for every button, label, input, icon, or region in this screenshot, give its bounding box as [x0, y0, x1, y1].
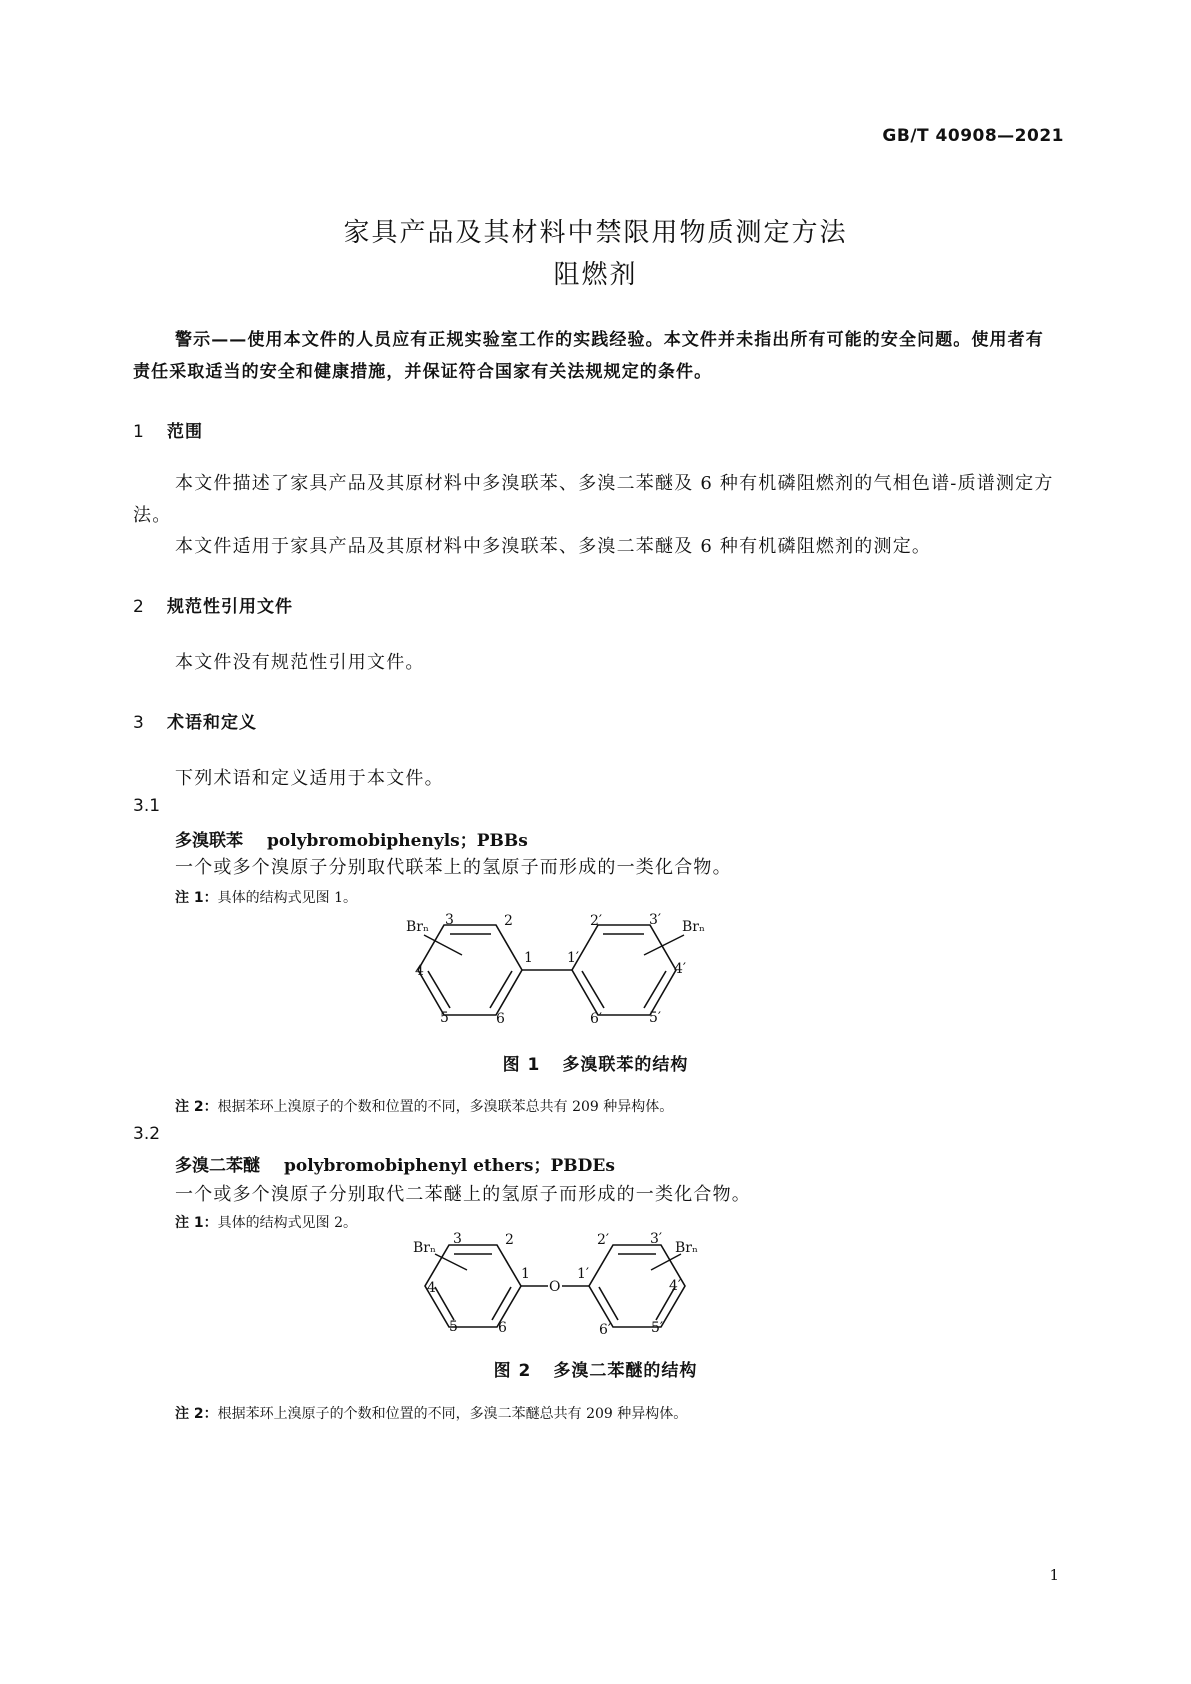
document-subtitle: 阻燃剂 — [553, 260, 638, 290]
term-definition: 一个或多个溴原子分别取代二苯醚上的氢原子而形成的一类化合物。 — [175, 1184, 751, 1205]
atom-label-6-prime: 6′ — [590, 1011, 603, 1027]
atom-label-6-prime: 6′ — [599, 1322, 612, 1338]
figure-caption — [0, 1050, 1191, 1075]
note-label: 注 2： — [175, 1406, 218, 1422]
document-title: 家具产品及其材料中禁限用物质测定方法 — [343, 218, 848, 248]
atom-label-2: 2 — [504, 913, 513, 929]
note-text: 具体的结构式见图 1。 — [217, 890, 357, 906]
note-text: 具体的结构式见图 2。 — [217, 1215, 357, 1231]
atom-label-6: 6 — [498, 1320, 507, 1336]
section-number: 1 — [133, 422, 145, 442]
atom-label-2-prime: 2′ — [597, 1232, 610, 1248]
figure-title: 多溴二苯醚的结构 — [553, 1361, 698, 1381]
note-label: 注 2： — [175, 1099, 218, 1115]
warning-paragraph: 警示——使用本文件的人员应有正规实验室工作的实践经验。本文件并未指出所有可能的安全问题。使用者有责任采取适当的安全和健康措施，并保证符合国家有关法规规定的条件。 — [133, 330, 1044, 382]
section-title: 术语和定义 — [167, 713, 257, 733]
term-note — [175, 1212, 357, 1232]
figure-number: 图 1 — [502, 1055, 541, 1075]
pbde-structure-diagram — [405, 1228, 715, 1348]
br-label-left: Brₙ — [413, 1240, 437, 1256]
br-substituent-bond-right — [651, 1254, 681, 1270]
atom-label-4: 4 — [415, 963, 424, 979]
atom-label-3-prime: 3′ — [649, 912, 662, 928]
note-label: 注 1： — [175, 890, 218, 906]
br-label-right: Brₙ — [682, 919, 706, 935]
atom-label-1-prime: 1′ — [577, 1266, 590, 1282]
term-entry — [175, 1151, 615, 1176]
figure-caption — [0, 1356, 1191, 1381]
atom-label-3: 3 — [453, 1231, 462, 1247]
normative-paragraph: 本文件没有规范性引用文件。 — [175, 652, 425, 673]
atom-label-2: 2 — [505, 1232, 514, 1248]
pbb-structure-diagram — [400, 905, 720, 1035]
atom-label-1: 1 — [524, 950, 533, 966]
atom-label-5: 5 — [440, 1010, 449, 1026]
note-text: 根据苯环上溴原子的个数和位置的不同，多溴联苯总共有 209 种异构体。 — [217, 1099, 674, 1115]
section-heading-normative — [133, 592, 293, 617]
term-english: polybromobiphenyls；PBBs — [267, 831, 528, 851]
term-note — [175, 1096, 673, 1116]
section-title: 范围 — [167, 422, 203, 442]
atom-label-4-prime: 4′ — [669, 1278, 682, 1294]
scope-paragraph-2: 本文件适用于家具产品及其原材料中多溴联苯、多溴二苯醚及 6 种有机磷阻燃剂的测定。 — [175, 536, 932, 557]
section-heading-scope — [133, 417, 203, 442]
br-substituent-bond-right — [644, 935, 684, 955]
atom-label-3-prime: 3′ — [650, 1231, 663, 1247]
br-label-left: Brₙ — [406, 919, 430, 935]
atom-label-3: 3 — [445, 912, 454, 928]
scope-paragraph-1: 本文件描述了家具产品及其原材料中多溴联苯、多溴二苯醚及 6 种有机磷阻燃剂的气相色谱-质谱测定方法。 — [133, 473, 1054, 526]
term-definition: 一个或多个溴原子分别取代联苯上的氢原子而形成的一类化合物。 — [175, 857, 732, 878]
term-english: polybromobiphenyl ethers；PBDEs — [284, 1156, 615, 1176]
atom-label-5-prime: 5′ — [649, 1010, 662, 1026]
atom-label-1: 1 — [521, 1266, 530, 1282]
note-text: 根据苯环上溴原子的个数和位置的不同，多溴二苯醚总共有 209 种异构体。 — [217, 1406, 688, 1422]
term-chinese: 多溴联苯 — [175, 831, 243, 851]
page-number: 1 — [1049, 1566, 1059, 1584]
atom-label-5: 5 — [449, 1319, 458, 1335]
clause-number: 3.2 — [133, 1124, 161, 1144]
section-heading-terms — [133, 708, 257, 733]
br-label-right: Brₙ — [675, 1240, 699, 1256]
atom-label-1-prime: 1′ — [567, 950, 580, 966]
right-benzene-ring — [572, 925, 676, 1015]
note-label: 注 1： — [175, 1215, 218, 1231]
atom-label-5-prime: 5′ — [651, 1320, 664, 1336]
terms-intro: 下列术语和定义适用于本文件。 — [175, 768, 444, 789]
br-substituent-bond-left — [424, 935, 462, 955]
atom-label-4-prime: 4′ — [674, 961, 687, 977]
atom-label-2-prime: 2′ — [590, 913, 603, 929]
oxygen-label: O — [549, 1279, 561, 1295]
standard-number: GB/T 40908—2021 — [882, 126, 1064, 146]
left-benzene-ring — [418, 925, 522, 1015]
figure-number: 图 2 — [493, 1361, 532, 1381]
term-note — [175, 887, 357, 907]
atom-label-4: 4 — [427, 1280, 436, 1296]
section-title: 规范性引用文件 — [167, 597, 293, 617]
figure-title: 多溴联苯的结构 — [562, 1055, 689, 1075]
clause-number: 3.1 — [133, 796, 161, 816]
term-note — [175, 1403, 687, 1423]
section-number: 2 — [133, 597, 145, 617]
term-entry — [175, 826, 528, 851]
left-benzene-ring — [425, 1245, 521, 1327]
section-number: 3 — [133, 713, 145, 733]
term-chinese: 多溴二苯醚 — [175, 1156, 260, 1176]
atom-label-6: 6 — [496, 1011, 505, 1027]
